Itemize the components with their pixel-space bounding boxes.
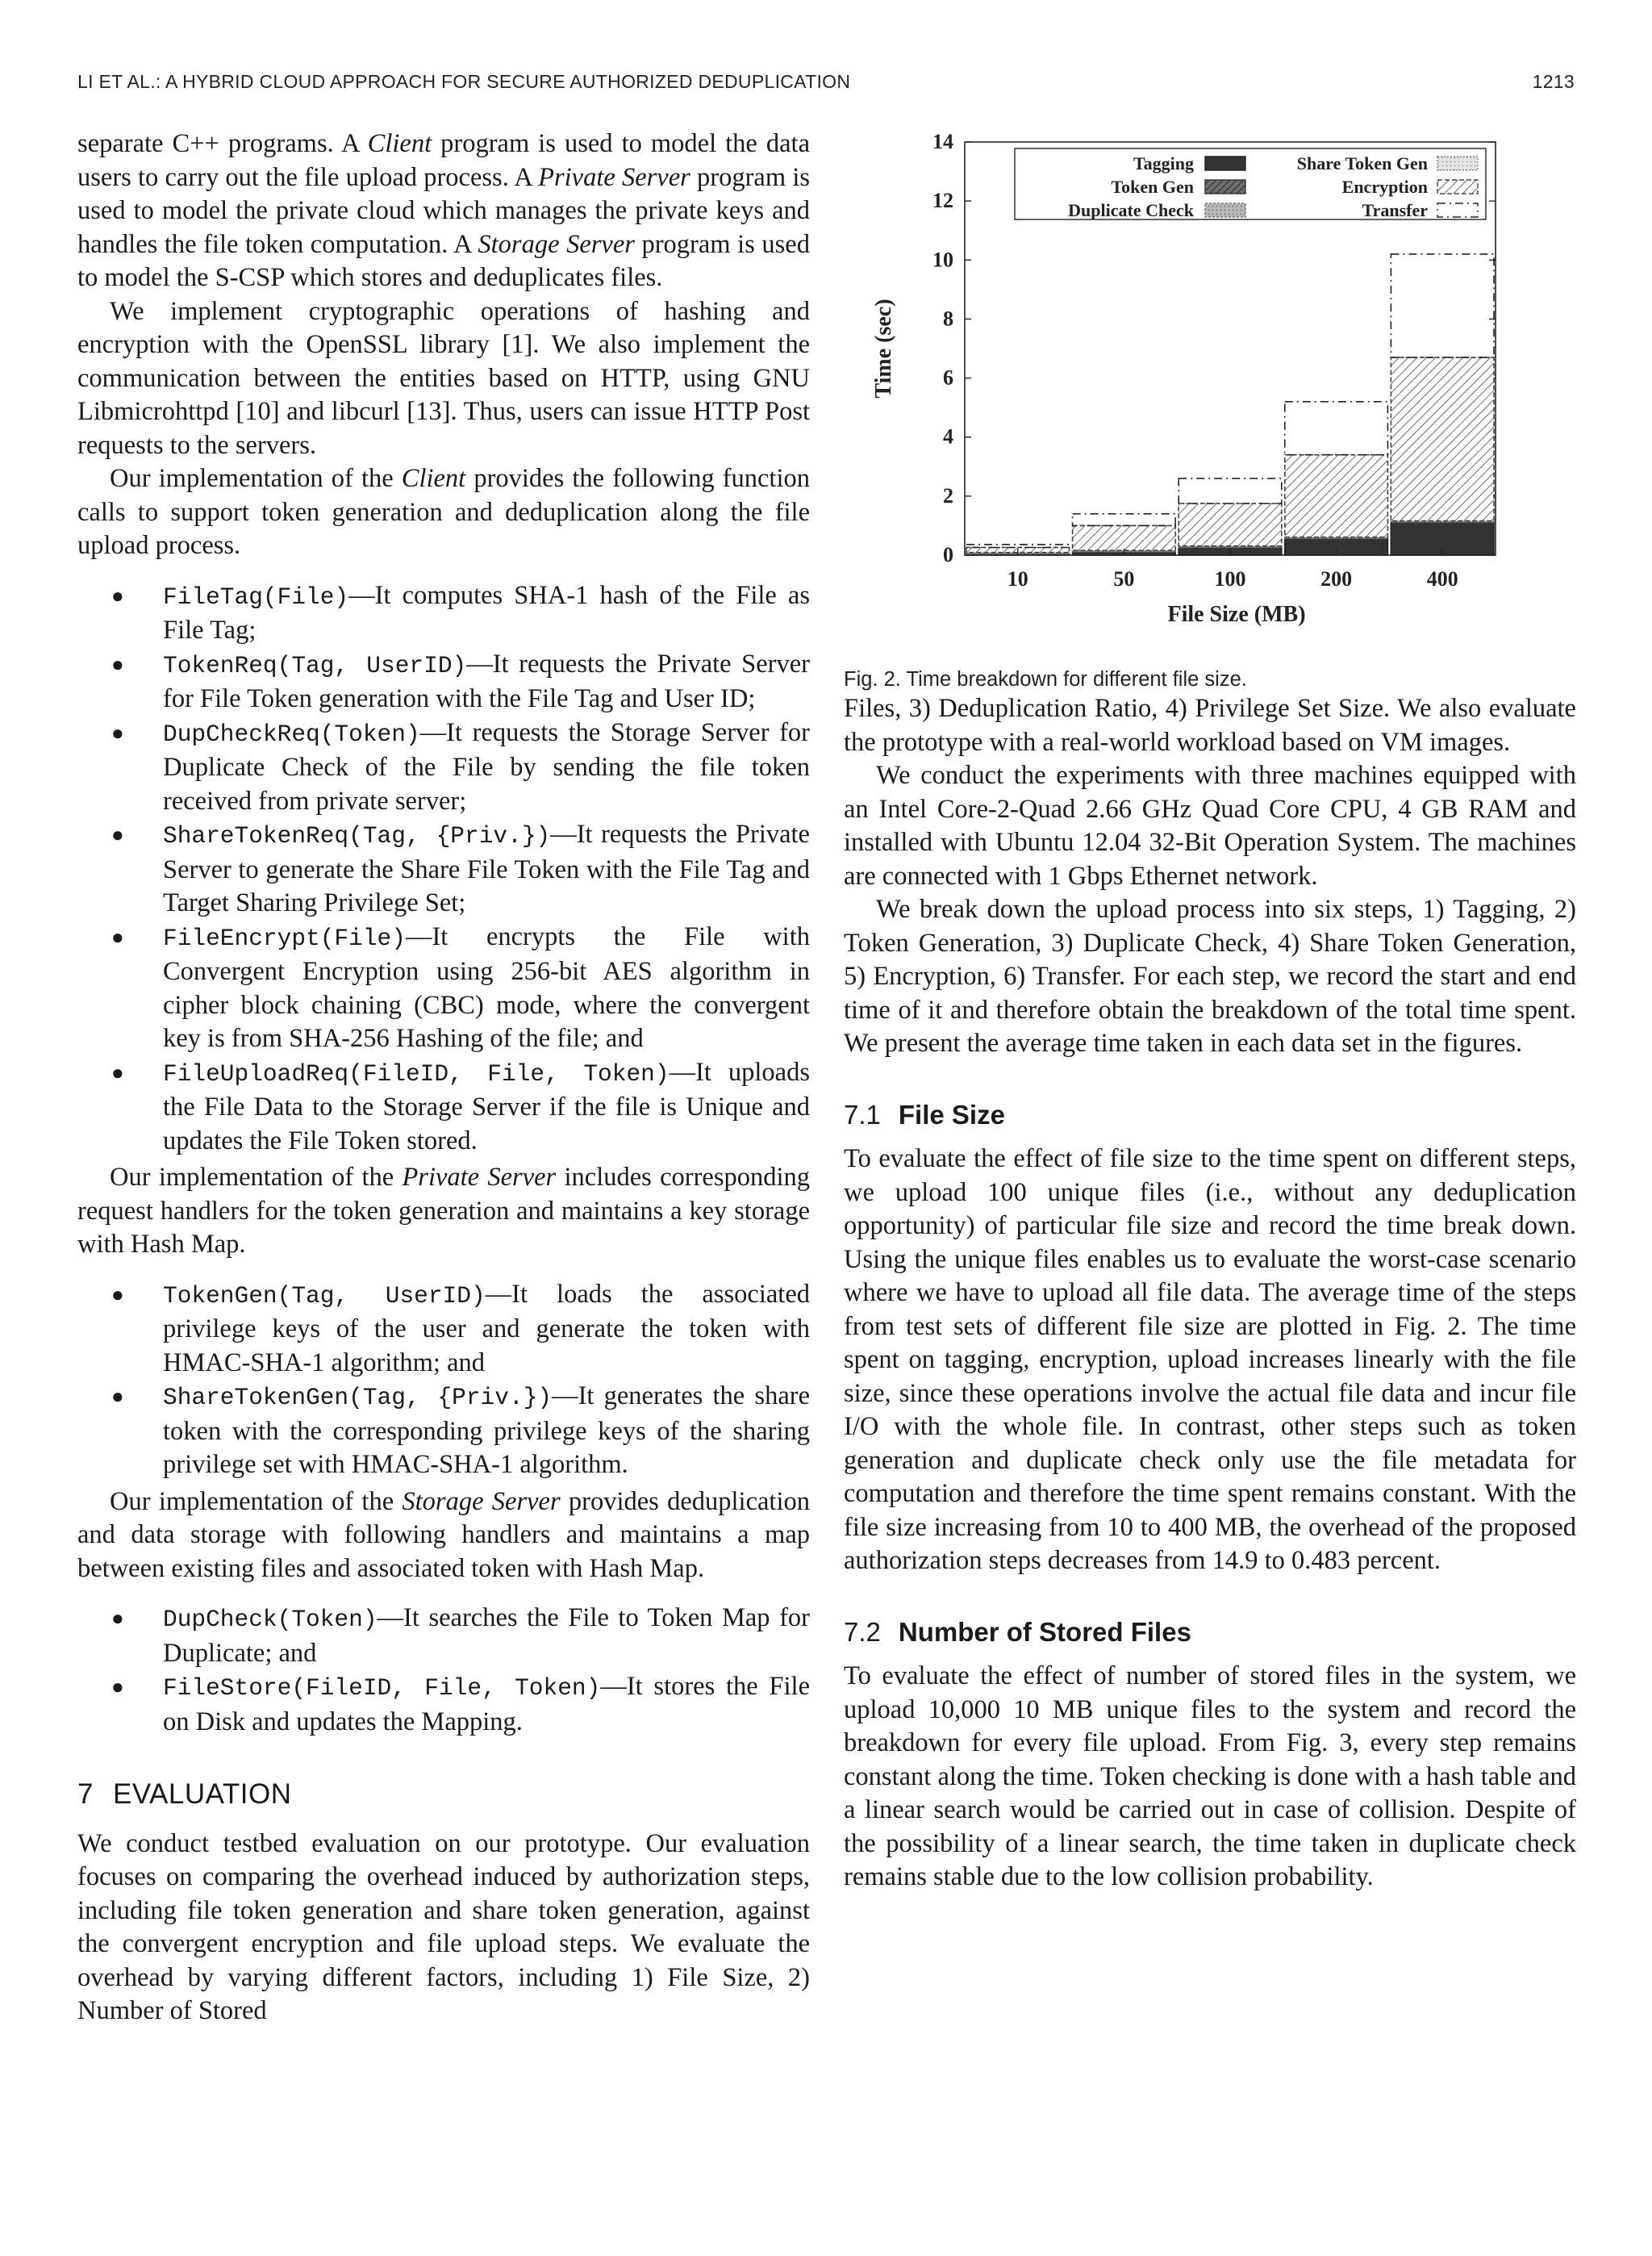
left-column (77, 127, 810, 2028)
x-tick-label: 400 (1426, 567, 1458, 591)
legend-label: Share Token Gen (1296, 153, 1428, 173)
y-tick-label: 6 (943, 366, 953, 390)
bar-segment-transfer (1179, 478, 1282, 503)
subsection-heading-file-size: 7.1 File Size (844, 1099, 1005, 1130)
y-tick-label: 4 (943, 424, 953, 449)
list-item: ● ShareTokenGen(Tag, {Priv.})—It generates the share token with the corresponding privilege keys of the sharing privilege set with HMAC-SHA-1 algorithm. (111, 1381, 810, 1479)
section-heading-evaluation: 7 EVALUATION (77, 1778, 292, 1810)
legend-swatch (1437, 180, 1478, 194)
y-tick-label: 8 (943, 307, 953, 331)
bar-segment-transfer (1285, 402, 1388, 455)
legend-swatch (1205, 203, 1245, 217)
x-tick-label: 10 (1007, 567, 1028, 591)
paragraph-factors-cont: Files, 3) Deduplication Ratio, 4) Privilege Set Size. We also evaluate the prototype with a real-world workload based on VM images. (844, 694, 1576, 757)
paragraph-stored-files: To evaluate the effect of number of stored files in the system, we upload 10,000 10 MB unique files to the system and record the breakdown for every file upload. From Fig. 3, every step remains constant along the time. Token checking is done with a hash table and a linear search would be carried out in case of collision. Despite of the possibility of a linear search, the time taken in duplicate check remains stable due to the low collision probability. (844, 1661, 1576, 1891)
legend-swatch (1205, 157, 1245, 170)
legend-swatch (1437, 203, 1478, 217)
legend-swatch (1437, 157, 1478, 170)
legend-label: Transfer (1362, 200, 1428, 220)
list-item: ● DupCheck(Token)—It searches the File to Token Map for Duplicate; and (111, 1603, 810, 1668)
paragraph-six-steps: We break down the upload process into six steps, 1) Tagging, 2) Token Generation, 3) Duplicate Check, 4) Share Token Generation, 5) Encryption, 6) Transfer. For each step, we record the start and end time of it and therefore obtain the breakdown of the total time spent. We present the average time taken in each data set in the figures. (844, 895, 1576, 1058)
figure-2 (844, 127, 1576, 692)
legend-label: Tagging (1133, 153, 1194, 173)
list-item: ● FileTag(File)—It computes SHA-1 hash of the File as File Tag; (111, 580, 810, 645)
bar-segment-share-token-gen (1391, 521, 1494, 522)
y-tick-label: 10 (932, 248, 953, 272)
right-column (844, 127, 1576, 1895)
paragraph-storage-server-impl: Our implementation of the Storage Server provides deduplication and data storage with following handlers and maintains a map between existing files and associated token with Hash Map. (77, 1486, 810, 1583)
y-tick-label: 0 (943, 543, 953, 566)
y-tick-label: 2 (943, 483, 953, 508)
list-item: ● TokenGen(Tag, UserID)—It loads the associated privilege keys of the user and generate the token with HMAC-SHA-1 algorithm; and (111, 1279, 810, 1377)
x-tick-label: 50 (1113, 567, 1135, 591)
paragraph-machines: We conduct the experiments with three machines equipped with an Intel Core-2-Quad 2.66 GHz Quad Core CPU, 4 GB RAM and installed with Ubuntu 12.04 32-Bit Operation System. The machines are connected with 1 Gbps Ethernet network. (844, 761, 1576, 891)
storage-call-list (77, 1602, 810, 1739)
paragraph-private-server-impl: Our implementation of the Private Server includes corresponding request handlers for the token generation and maintains a key storage with Hash Map. (77, 1163, 810, 1259)
paragraph-client-impl: Our implementation of the Client provides the following function calls to support token generation and deduplication along the file upload process. (77, 464, 810, 560)
time-breakdown-chart (844, 127, 1576, 644)
running-head (77, 71, 1575, 93)
paragraph-evaluation: We conduct testbed evaluation on our prototype. Our evaluation focuses on comparing the overhead induced by authorization steps, including file token generation and share token generation, against the convergent encryption and file upload steps. We evaluate the overhead by varying different factors, including 1) File Size, 2) Number of Stored (77, 1828, 810, 2025)
x-tick-label: 100 (1214, 567, 1246, 591)
paragraph-openssl: We implement cryptographic operations of hashing and encryption with the OpenSSL library [1]. We also implement the communication between the entities based on HTTP, using GNU Libmicrohttpd [10] and libcurl [13]. Thus, users can issue HTTP Post requests to the servers. (77, 296, 810, 460)
running-title: LI ET AL.: A HYBRID CLOUD APPROACH FOR SECURE AUTHORIZED DEDUPLICATION (77, 71, 851, 92)
list-item: ● DupCheckReq(Token)—It requests the Storage Server for Duplicate Check of the File by sending the file token received from private server; (111, 717, 810, 816)
x-tick-label: 200 (1320, 567, 1353, 591)
legend-label: Duplicate Check (1068, 200, 1194, 220)
y-tick-label: 14 (932, 130, 953, 153)
list-item: ● FileEncrypt(File)—It encrypts the File with Convergent Encryption using 256-bit AES algorithm in cipher block chaining (CBC) mode, where the convergent key is from SHA-256 Hashing of the file; and (111, 921, 810, 1053)
list-item: ● ShareTokenReq(Tag, {Priv.})—It requests the Private Server to generate the Share File Token with the File Tag and Target Sharing Privilege Set; (111, 820, 810, 917)
bar-segment-encryption (1073, 525, 1176, 550)
legend-label: Encryption (1341, 177, 1428, 197)
list-item: ● FileStore(FileID, File, Token)—It stores the File on Disk and updates the Mapping. (111, 1672, 810, 1736)
paragraph-file-size: To evaluate the effect of file size to the time spent on different steps, we upload 100 unique files (i.e., without any deduplication opportunity) of particular file size and record the time break down. Using the unique files enables us to evaluate the worst-case scenario where we have to upload all file data. The average time of the steps from test sets of different file size are plotted in Fig. 2. The time spent on tagging, encryption, upload increases linearly with the file size, since these operations involve the actual file data and incur file I/O with the whole file. In contrast, other steps such as token generation and duplicate check only use the file metadata for computation and therefore the time spent remains constant. With the file size increasing from 10 to 400 MB, the overhead of the proposed authorization steps decreases from 14.9 to 0.483 percent. (844, 1144, 1576, 1575)
list-item: ● FileUploadReq(FileID, File, Token)—It uploads the File Data to the Storage Server if the file is Unique and updates the File Token stored. (111, 1057, 810, 1155)
bar-segment-encryption (1179, 503, 1282, 546)
client-call-list (77, 579, 810, 1159)
figure-caption: Fig. 2. Time breakdown for different file size. (844, 667, 1247, 691)
bar-segment-encryption (1285, 455, 1388, 537)
list-item: ● TokenReq(Tag, UserID)—It requests the Private Server for File Token generation with the File Tag and User ID; (111, 649, 811, 713)
legend-label: Token Gen (1111, 177, 1194, 197)
bar-segment-transfer (1391, 254, 1494, 357)
private-call-list (77, 1278, 810, 1482)
subsection-heading-stored-files: 7.2 Number of Stored Files (844, 1616, 1191, 1647)
bar-segment-encryption (1391, 357, 1494, 521)
legend-swatch (1205, 180, 1245, 194)
page-number: 1213 (1532, 71, 1575, 92)
y-tick-label: 12 (932, 189, 953, 213)
paragraph-programs: separate C++ programs. A Client program is used to model the data users to carry out the file upload process. A Private Server program is used to model the private cloud which manages the private keys and handles the file token computation. A Storage Server program is used to model the S-CSP which stores and deduplicates files. (77, 129, 810, 292)
y-axis-label: Time (sec) (871, 299, 896, 399)
x-axis-label: File Size (MB) (1167, 602, 1306, 627)
bar-segment-transfer (1073, 514, 1176, 526)
